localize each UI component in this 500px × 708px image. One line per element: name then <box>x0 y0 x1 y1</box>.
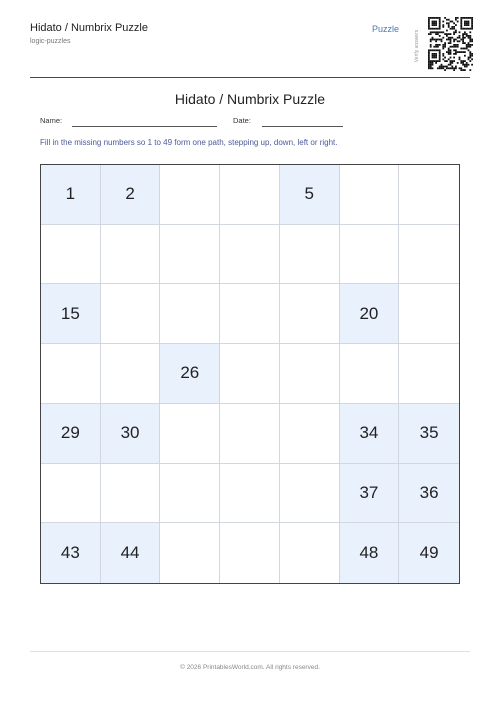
empty-cell[interactable] <box>41 225 101 285</box>
empty-cell[interactable] <box>220 523 280 583</box>
empty-cell[interactable] <box>399 165 459 225</box>
empty-cell[interactable] <box>101 284 161 344</box>
empty-cell[interactable] <box>160 225 220 285</box>
given-number-cell: 1 <box>41 165 101 225</box>
empty-cell[interactable] <box>160 404 220 464</box>
empty-cell[interactable] <box>160 165 220 225</box>
given-number-cell: 34 <box>340 404 400 464</box>
empty-cell[interactable] <box>340 225 400 285</box>
verify-answers-label <box>411 20 423 72</box>
name-field[interactable] <box>72 126 217 127</box>
given-number-cell: 43 <box>41 523 101 583</box>
puzzle-grid <box>40 164 460 584</box>
given-number-cell: 2 <box>101 165 161 225</box>
name-label: Name: <box>40 116 63 125</box>
document-type-label: Puzzle <box>371 24 399 34</box>
empty-cell[interactable] <box>280 284 340 344</box>
given-number-cell: 20 <box>340 284 400 344</box>
given-number-cell: 5 <box>280 165 340 225</box>
empty-cell[interactable] <box>220 225 280 285</box>
given-number-cell: 37 <box>340 464 400 524</box>
given-number-cell: 35 <box>399 404 459 464</box>
empty-cell[interactable] <box>160 523 220 583</box>
qr-code-icon[interactable] <box>428 16 473 72</box>
given-number-cell: 48 <box>340 523 400 583</box>
empty-cell[interactable] <box>41 464 101 524</box>
empty-cell[interactable] <box>41 344 101 404</box>
date-label: Date: <box>233 116 251 125</box>
verify-answers-text: Verify answers <box>414 29 420 63</box>
instructions: Fill in the missing numbers so 1 to 49 form one path, stepping up, down, left or right. <box>40 138 338 147</box>
empty-cell[interactable] <box>280 464 340 524</box>
empty-cell[interactable] <box>399 225 459 285</box>
empty-cell[interactable] <box>280 404 340 464</box>
given-number-cell: 15 <box>41 284 101 344</box>
given-number-cell: 44 <box>101 523 161 583</box>
empty-cell[interactable] <box>220 404 280 464</box>
empty-cell[interactable] <box>340 344 400 404</box>
given-number-cell: 29 <box>41 404 101 464</box>
empty-cell[interactable] <box>101 344 161 404</box>
empty-cell[interactable] <box>399 344 459 404</box>
footer-copyright: © 2026 PrintablesWorld.com. All rights reserved. <box>180 664 320 671</box>
given-number-cell: 30 <box>101 404 161 464</box>
given-number-cell: 26 <box>160 344 220 404</box>
empty-cell[interactable] <box>280 344 340 404</box>
header-subtitle: logic-puzzles <box>30 38 71 45</box>
footer-divider <box>30 651 470 652</box>
empty-cell[interactable] <box>399 284 459 344</box>
empty-cell[interactable] <box>340 165 400 225</box>
date-field[interactable] <box>262 126 343 127</box>
empty-cell[interactable] <box>280 225 340 285</box>
empty-cell[interactable] <box>220 165 280 225</box>
empty-cell[interactable] <box>220 284 280 344</box>
empty-cell[interactable] <box>160 284 220 344</box>
empty-cell[interactable] <box>220 464 280 524</box>
empty-cell[interactable] <box>160 464 220 524</box>
given-number-cell: 49 <box>399 523 459 583</box>
header-title: Hidato / Numbrix Puzzle <box>30 22 148 34</box>
page-header <box>30 0 470 78</box>
header-divider <box>30 77 470 78</box>
empty-cell[interactable] <box>101 464 161 524</box>
empty-cell[interactable] <box>101 225 161 285</box>
empty-cell[interactable] <box>220 344 280 404</box>
given-number-cell: 36 <box>399 464 459 524</box>
empty-cell[interactable] <box>280 523 340 583</box>
page-title: Hidato / Numbrix Puzzle <box>174 91 326 107</box>
